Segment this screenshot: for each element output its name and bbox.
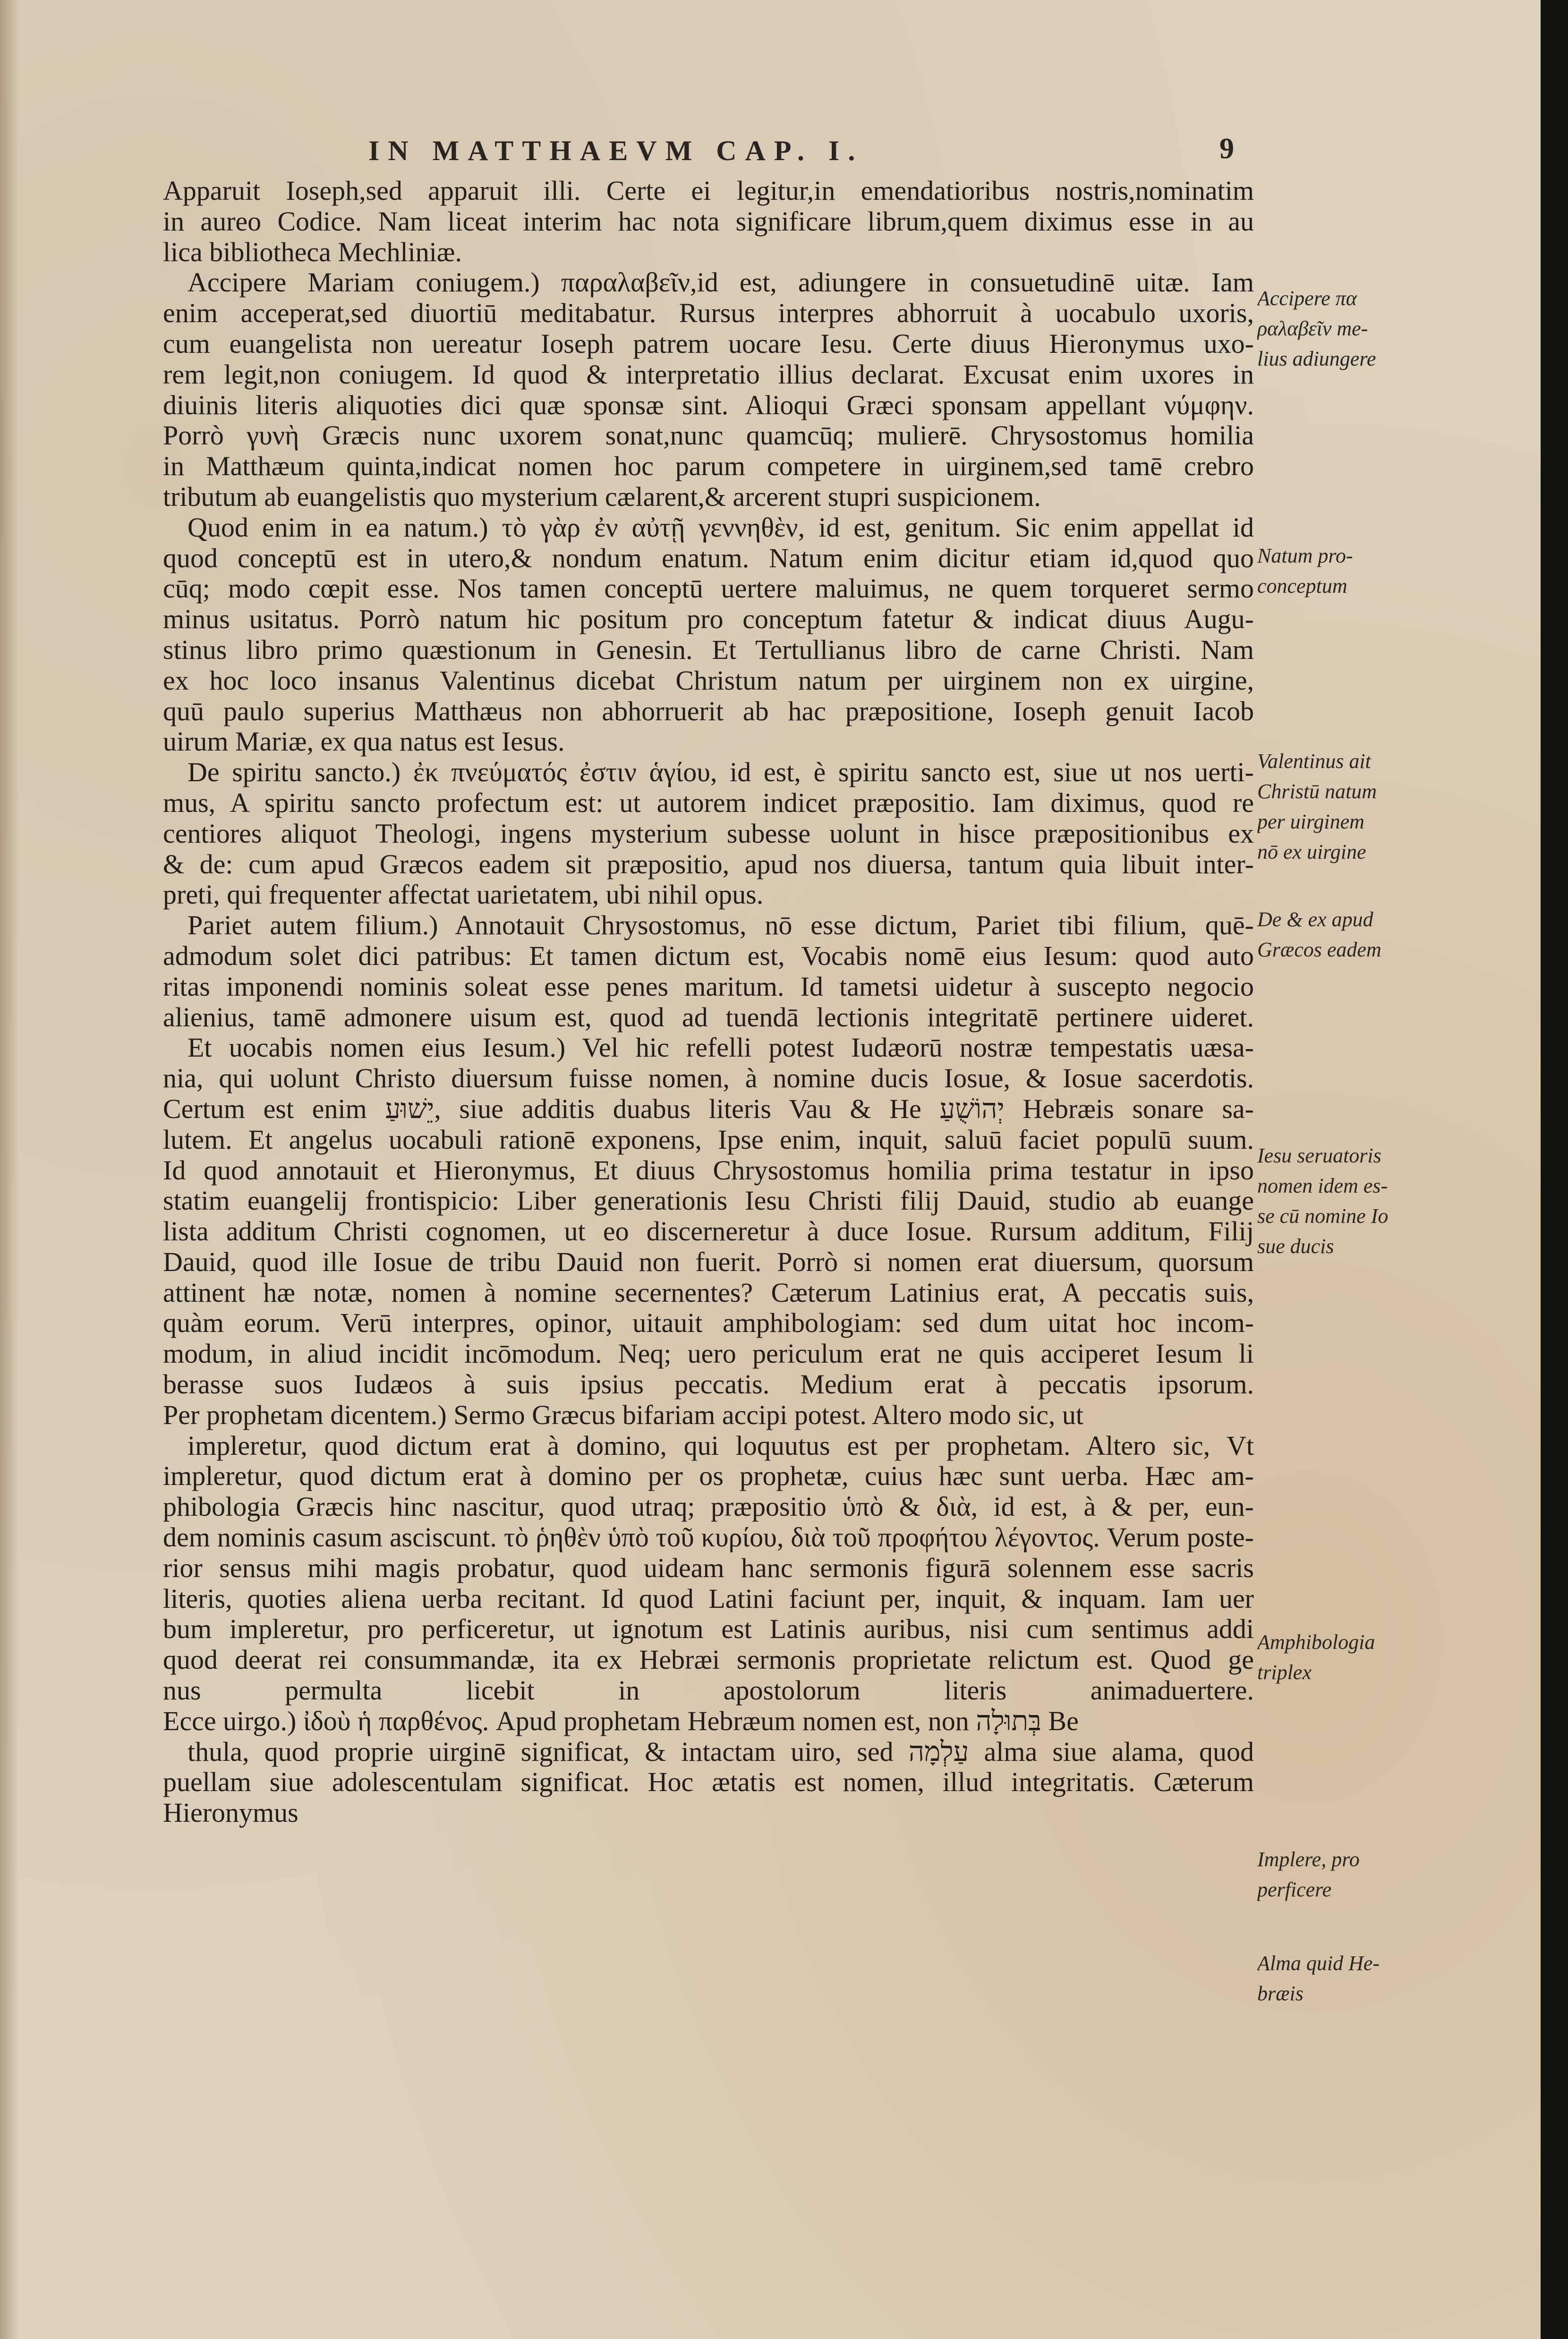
margin-note-line: Valentinus ait — [1257, 750, 1371, 773]
text-line: in aureo Codice. Nam liceat interim hac nota significare librum,quem diximus esse in au — [163, 206, 1254, 237]
text-line: quod deerat rei consummandæ, ita ex Hebræi sermonis proprietate relictum est. Quod ge — [163, 1645, 1254, 1675]
text-line: thula, quod proprie uirginē significat, & intactam uiro, sed עַלְמָה alma siue alama, quod — [187, 1736, 1254, 1767]
text-line: Pariet autem filium.) Annotauit Chrysostomus, nō esse dictum, Pariet tibi filium, quē- — [187, 910, 1254, 941]
text-line: literis, quoties aliena uerba recitant. Id quod Latini faciunt per, inquit, & inquam. Iam uer — [163, 1583, 1254, 1614]
margin-note-line: Implere, pro — [1257, 1848, 1360, 1871]
text-line: Certum est enim יֵשׁוּעַ, siue additis duabus literis Vau & He יְהוֹשֻׁעַ Hebræis sonare sa- — [163, 1093, 1254, 1124]
text-line: centiores aliquot Theologi, ingens mysterium subesse uolunt in hisce præpositionibus ex — [163, 818, 1254, 849]
text-line: minus usitatus. Porrò natum hic positum pro conceptum fatetur & indicat diuus Augu- — [163, 604, 1254, 635]
text-line: admodum solet dici patribus: Et tamen dictum est, Vocabis nomē eius Iesum: quod auto — [163, 940, 1254, 971]
margin-note-line: Accipere πα — [1257, 287, 1357, 310]
text-line: diuinis literis aliquoties dici quæ sponsæ sint. Alioqui Græci sponsam appellant νύμφην. — [163, 390, 1254, 420]
margin-note-line: Alma quid He- — [1257, 1952, 1380, 1975]
text-line: puellam siue adolescentulam significat. Hoc ætatis est nomen, illud integritatis. Cæterum — [163, 1767, 1254, 1798]
text-line: rior sensus mihi magis probatur, quod uideam hanc sermonis figurā solennem esse sacris — [163, 1553, 1254, 1583]
text-line: cūq; modo cœpit esse. Nos tamen conceptū uertere maluimus, ne quem torqueret sermo — [163, 573, 1254, 604]
margin-note-line: De & ex apud — [1257, 908, 1373, 931]
text-line: attinent hæ notæ, nomen à nomine secernentes? Cæterum Latinius erat, A peccatis suis, — [163, 1277, 1254, 1308]
margin-note-line: perficere — [1257, 1878, 1332, 1901]
text-line: Apparuit Ioseph,sed apparuit illi. Certe ei legitur,in emendatioribus nostris,nominatim — [163, 176, 1254, 206]
text-line: enim acceperat,sed diuortiū meditabatur. Rursus interpres abhorruit à uocabulo uxoris, — [163, 298, 1254, 329]
margin-note — [1257, 905, 1427, 965]
text-line: phibologia Græcis hinc nascitur, quod utraq; præpositio ὑπὸ & διὰ, id est, à & per, eun- — [163, 1492, 1254, 1522]
text-line: cum euangelista non uereatur Ioseph patrem uocare Iesu. Certe diuus Hieronymus uxo- — [163, 328, 1254, 359]
text-line: quū paulo superius Matthæus non abhorruerit ab hac præpositione, Ioseph genuit Iacob — [163, 696, 1254, 726]
text-line: in Matthæum quinta,indicat nomen hoc parum competere in uirginem,sed tamē crebro — [163, 451, 1254, 482]
text-line: Hieronymus — [163, 1798, 298, 1828]
text-line: quàm eorum. Verū interpres, opinor, uitauit amphibologiam: sed dum uitat hoc incom- — [163, 1308, 1254, 1339]
margin-note-line: Amphibologia — [1257, 1630, 1375, 1654]
text-line: Et uocabis nomen eius Iesum.) Vel hic refelli potest Iudæorū nostræ tempestatis uæsa- — [187, 1033, 1254, 1063]
margin-note-line: Græcos eadem — [1257, 938, 1381, 961]
margin-note — [1257, 1627, 1427, 1688]
margin-note-line: conceptum — [1257, 574, 1347, 598]
text-line: berasse suos Iudæos à suis ipsius peccatis. Medium erat à peccatis ipsorum. — [163, 1369, 1254, 1400]
text-line: nus permulta licebit in apostolorum literis animaduertere. — [163, 1675, 1254, 1706]
text-line: Porrò γυνὴ Græcis nunc uxorem sonat,nunc quamcūq; mulierē. Chrysostomus homilia — [163, 420, 1254, 451]
margin-note-line: sue ducis — [1257, 1235, 1334, 1258]
text-line: ritas imponendi nominis soleat esse penes maritum. Id tametsi uidetur à suscepto negocio — [163, 971, 1254, 1002]
text-line: De spiritu sancto.) ἐκ πνεύματός ἐστιν ἁγίου, id est, è spiritu sancto est, siue ut nos uerti- — [187, 757, 1254, 788]
text-line: lista additum Christi cognomen, ut eo discerneretur à duce Iosue. Rursum additum, Filij — [163, 1216, 1254, 1247]
margin-note — [1257, 541, 1427, 601]
margin-note — [1257, 283, 1427, 374]
text-line: impleretur, quod dictum erat à domino, qui loquutus est per prophetam. Altero sic, Vt — [187, 1430, 1254, 1461]
text-line: rem legit,non coniugem. Id quod & interpretatio illius declarat. Excusat enim uxores in — [163, 359, 1254, 390]
margin-note-line: triplex — [1257, 1661, 1312, 1684]
margin-note-line: Iesu seruatoris — [1257, 1144, 1381, 1167]
text-line: nia, qui uolunt Christo diuersum fuisse nomen, à nomine ducis Iosue, & Iosue sacerdotis. — [163, 1063, 1254, 1094]
text-line: modum, in aliud incidit incōmodum. Neq; uero periculum erat ne quis acciperet Iesum li — [163, 1339, 1254, 1369]
margin-note-line: bræis — [1257, 1982, 1304, 2005]
text-line: mus, A spiritu sancto profectum est: ut autorem indicet præpositio. Iam diximus, quod re — [163, 787, 1254, 818]
page-number: 9 — [1219, 133, 1234, 165]
text-line: impleretur, quod dictum erat à domino per os prophetæ, cuius hæc sunt uerba. Hæc am- — [163, 1461, 1254, 1492]
margin-note-line: lius adiungere — [1257, 347, 1376, 370]
margin-note-line: Christū natum — [1257, 780, 1377, 803]
text-line: uirum Mariæ, ex qua natus est Iesus. — [163, 726, 565, 757]
dark-background-edge — [1541, 0, 1568, 2339]
text-line: lutem. Et angelus uocabuli rationē exponens, Ipse enim, inquit, saluū faciet populū suum. — [163, 1124, 1254, 1155]
margin-note-line: per uirginem — [1257, 810, 1364, 833]
text-line: Ecce uirgo.) ἰδοὺ ἡ παρθένος. Apud prophetam Hebræum nomen est, non בְּתוּלָה Be — [163, 1706, 1079, 1736]
margin-note-line: se cū nomine Io — [1257, 1204, 1389, 1228]
margin-note — [1257, 746, 1427, 867]
margin-note — [1257, 1948, 1427, 2009]
main-text-block — [163, 176, 1254, 1859]
text-line: bum impleretur, pro perficeretur, ut ignotum est Latinis auribus, nisi cum sentimus addi — [163, 1614, 1254, 1645]
text-line: lica bibliotheca Mechliniæ. — [163, 237, 462, 267]
margin-note-line: nō ex uirgine — [1257, 840, 1366, 863]
text-line: dem nominis casum asciscunt. τὸ ῥηθὲν ὑπὸ τοῦ κυρίου, διὰ τοῦ προφήτου λέγοντος. Verum poste- — [163, 1522, 1254, 1553]
running-head: IN MATTHAEVM CAP. I. — [368, 135, 864, 166]
text-line: Id quod annotauit et Hieronymus, Et diuus Chrysostomus homilia prima testatur in ipso — [163, 1155, 1254, 1186]
text-line: & de: cum apud Græcos eadem sit præpositio, apud nos diuersa, tantum quia libuit inter- — [163, 849, 1254, 879]
text-line: quod conceptū est in utero,& nondum enatum. Natum enim dicitur etiam id,quod quo — [163, 543, 1254, 573]
text-line: tributum ab euangelistis quo mysterium cælarent,& arcerent stupri suspicionem. — [163, 481, 1041, 512]
margin-note-line: nomen idem es- — [1257, 1174, 1388, 1197]
margin-note — [1257, 1141, 1427, 1262]
text-line: ex hoc loco insanus Valentinus dicebat Christum natum per uirginem non ex uirgine, — [163, 665, 1254, 696]
page-edge-shadow — [0, 0, 19, 2339]
text-line: Accipere Mariam coniugem.) παραλαβεῖν,id est, adiungere in consuetudinē uitæ. Iam — [187, 267, 1254, 298]
text-line: Per prophetam dicentem.) Sermo Græcus bifariam accipi potest. Altero modo sic, ut — [163, 1400, 1083, 1430]
text-line: statim euangelij frontispicio: Liber generationis Iesu Christi filij Dauid, studio ab euange — [163, 1186, 1254, 1216]
margin-note — [1257, 1844, 1427, 1905]
text-line: preti, qui frequenter affectat uarietatem, ubi nihil opus. — [163, 879, 764, 910]
text-line: alienius, tamē admonere uisum est, quod ad tuendā lectionis integritatē pertinere uideret. — [163, 1002, 1254, 1033]
margin-note-line: ραλαβεῖν me- — [1257, 317, 1368, 340]
text-line: stinus libro primo quæstionum in Genesin. Et Tertullianus libro de carne Christi. Nam — [163, 634, 1254, 665]
text-line: Dauid, quod ille Iosue de tribu Dauid non fuerit. Porrò si nomen erat diuersum, quorsum — [163, 1246, 1254, 1277]
catchword — [163, 1828, 1254, 1859]
margin-note-line: Natum pro- — [1257, 544, 1353, 567]
text-line: Quod enim in ea natum.) τὸ γὰρ ἐν αὐτῇ γεννηθὲν, id est, genitum. Sic enim appellat id — [187, 512, 1254, 543]
